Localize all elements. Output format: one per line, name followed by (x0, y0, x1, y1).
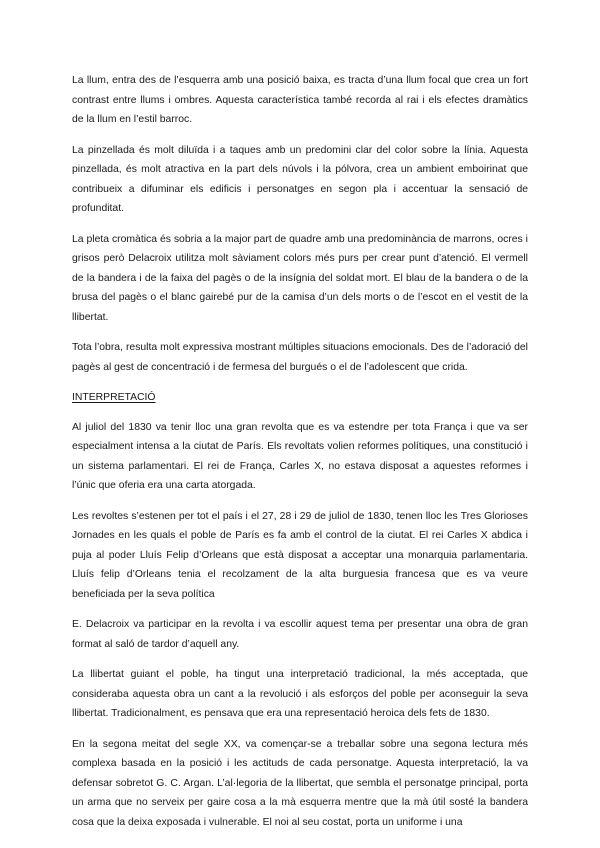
paragraph-lighting: La llum, entra des de l’esquerra amb una posició baixa, es tracta d’una llum focal que crea un fort contrast entre llums i ombres. Aquesta característica també recorda al rai i els efectes dramàtics de la llum en l’estil barroc. (72, 75, 528, 125)
paragraph-july-revolt: Al juliol del 1830 va tenir lloc una gran revolta que es va estendre per tota França i que va ser especialment intensa a la ciutat de París. Els revoltats volien reformes polítiques, una constitució i un sistema parlamentari. El rei de França, Carles X, no estava disposat a aquestes reformes i l’únic que oferia era una carta atorgada. (72, 421, 528, 491)
section-heading-interpretacio: INTERPRETACIÓ (72, 392, 156, 403)
document-page (72, 71, 528, 843)
paragraph-traditional-interpretation: La llibertat guiant el poble, ha tingut una interpretació tradicional, la més acceptada, que consideraba aquesta obra un cant a la revolució i als esforços del poble per aconseguir la seva llibertat. Tradicionalment, es pensava que era una representació heroica dels fets de 1830. (72, 669, 528, 719)
paragraph-second-reading: En la segona meitat del segle XX, va començar-se a treballar sobre una segona lectura més complexa basada en la posició i les actituds de cada personatge. Aquesta interpretació, la va defensar sobretot G. C. Argan. L’al·legoria de la llibertat, que sembla el personatge principal, porta un arma que no serveix per gaire cosa a la mà esquerra mentre que la mà útil sosté la bandera cosa que la deixa exposada i vulnerable. El noi al seu costat, porta un uniforme i una (72, 738, 528, 828)
paragraph-color-palette: La pleta cromàtica és sobria a la major part de quadre amb una predominància de marrons, ocres i grisos però Delacroix utilitza molt sàviament colors més purs per crear punt d’atenció. El vermell de la bandera i de la faixa del pagès o de la insígnia del soldat mort. El blau de la bandera o de la brusa del pagès o el blanc gairebé pur de la camisa d’un dels morts o de l’escot en el vestit de la llibertat. (72, 233, 528, 323)
paragraph-brushwork: La pinzellada és molt diluïda i a taques amb un predomini clar del color sobre la línia. Aquesta pinzellada, és molt atractiva en la part dels núvols i la pólvora, crea un ambient emboirinat que contribueix a difuminar els edificis i personatges en segon pla i accentuar la sensació de profunditat. (72, 144, 528, 214)
paragraph-delacroix-participation: E. Delacroix va participar en la revolta i va escollir aquest tema per presentar una obra de gran format al saló de tardor d’aquell any. (72, 619, 528, 650)
paragraph-expressiveness: Tota l’obra, resulta molt expressiva mostrant múltiples situacions emocionals. Des de l’adoració del pagès al gest de concentració i de fermesa del burgués o el de l’adolescent que crida. (72, 342, 528, 373)
paragraph-three-glorious-days: Les revoltes s’estenen per tot el país i el 27, 28 i 29 de juliol de 1830, tenen lloc les Tres Glorioses Jornades en les quals el poble de París es fa amb el control de la ciutat. El rei Carles X abdica i puja al poder Lluís Felip d’Orleans que està disposat a acceptar una monarquia parlamentaria. Lluís felip d’Orleans tenia el recolzament de la alta burguesia francesa que es va veure beneficiada per la seva política (72, 510, 528, 600)
